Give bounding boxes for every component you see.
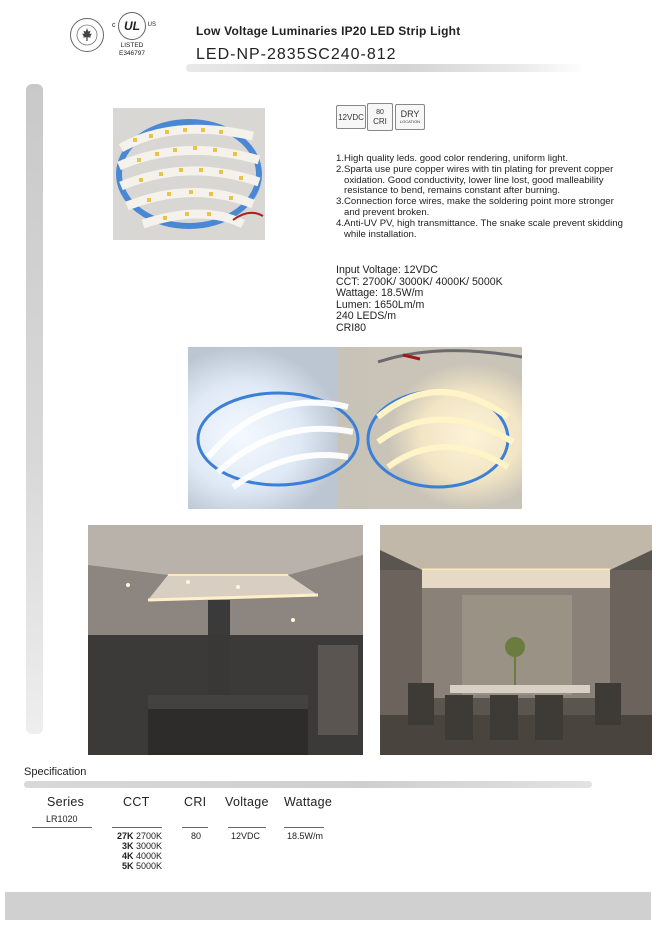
cri-value: 80	[191, 831, 202, 841]
canada-cert-logo	[70, 18, 104, 52]
spec-cri: CRI80	[336, 321, 367, 334]
feature-list	[336, 154, 626, 240]
spec-led-density: 240 LEDS/m	[336, 310, 397, 323]
series-underline	[32, 827, 92, 828]
maple-leaf-icon	[76, 24, 98, 46]
voltage-icon	[336, 105, 366, 129]
ul-c-mark: c	[112, 22, 116, 29]
header-divider-bar	[186, 64, 586, 72]
voltage-underline	[228, 827, 266, 828]
ul-cert-logo	[112, 12, 156, 64]
cct-underline	[112, 827, 162, 828]
feature-item: 3.Connection force wires, make the soldering point more stronger and prevent broken.	[336, 196, 614, 218]
series-value: LR1020	[46, 814, 78, 824]
spec-list	[336, 265, 596, 335]
cct-option-row	[100, 831, 162, 841]
cct-code: 27K	[116, 831, 134, 841]
led-strip-reel-photo	[113, 108, 265, 240]
cri-icon	[367, 103, 393, 131]
specification-heading: Specification	[24, 766, 87, 778]
lit-led-strips-photo	[188, 347, 522, 509]
cct-code: 3K	[121, 841, 134, 851]
spec-cct: CCT: 2700K/ 3000K/ 4000K/ 5000K	[336, 275, 503, 288]
product-category-title: Low Voltage Luminaries IP20 LED Strip Light	[196, 24, 461, 38]
ul-file-number: E346797	[118, 50, 146, 57]
ul-us-mark: US	[147, 22, 156, 28]
spec-input-voltage: Input Voltage: 12VDC	[336, 264, 438, 276]
specification-divider-bar	[24, 781, 592, 788]
voltage-icon-label: 12VDC	[338, 112, 364, 122]
column-header-voltage: Voltage	[225, 795, 269, 809]
cct-options-list	[100, 831, 162, 871]
cct-kelvin: 4000K	[135, 851, 162, 861]
wattage-underline	[284, 827, 324, 828]
ul-circle-mark	[112, 12, 156, 40]
cct-kelvin: 3000K	[135, 841, 162, 851]
cri-icon-value: 80	[376, 109, 384, 116]
cct-option-row	[100, 861, 162, 871]
dining-room-application-photo	[380, 525, 652, 755]
cri-underline	[182, 827, 208, 828]
feature-item: 1.High quality leds. good color rendering, uniform light.	[336, 153, 568, 164]
dry-location-icon	[395, 104, 425, 130]
column-header-series: Series	[47, 795, 85, 809]
product-model-number: LED-NP-2835SC240-812	[196, 46, 397, 63]
spec-wattage: Wattage: 18.5W/m	[336, 287, 424, 300]
feature-item: 4.Anti-UV PV, high transmittance. The snake scale prevent skidding while installation.	[336, 217, 623, 240]
kitchen-application-photo	[88, 525, 363, 755]
cct-code: 4K	[121, 851, 134, 861]
cct-code: 5K	[121, 861, 134, 871]
voltage-value: 12VDC	[231, 831, 261, 841]
ul-mark-text: UL	[124, 19, 140, 33]
cct-option-row	[100, 851, 162, 861]
cri-icon-label: CRI	[373, 117, 387, 126]
spec-lumen: Lumen: 1650Lm/m	[336, 298, 425, 311]
cct-option-row	[100, 841, 162, 851]
dry-icon-sublabel: LOCATION	[399, 119, 421, 124]
column-header-wattage: Wattage	[284, 795, 333, 809]
cct-kelvin: 2700K	[135, 831, 162, 841]
ul-listed-label: LISTED	[120, 42, 144, 49]
column-header-cct: CCT	[123, 795, 150, 809]
wattage-value: 18.5W/m	[287, 831, 324, 841]
dry-icon-label: DRY	[400, 109, 420, 119]
footer-band	[5, 892, 651, 920]
column-header-cri: CRI	[184, 795, 207, 809]
cct-kelvin: 5000K	[135, 861, 162, 871]
feature-item: 2.Sparta use pure copper wires with tin plating for prevent copper oxidation. Good conductivity, lower line lost, good malleability resistance to bend, remains constant after burning.	[336, 163, 614, 197]
left-side-bar	[26, 84, 43, 734]
